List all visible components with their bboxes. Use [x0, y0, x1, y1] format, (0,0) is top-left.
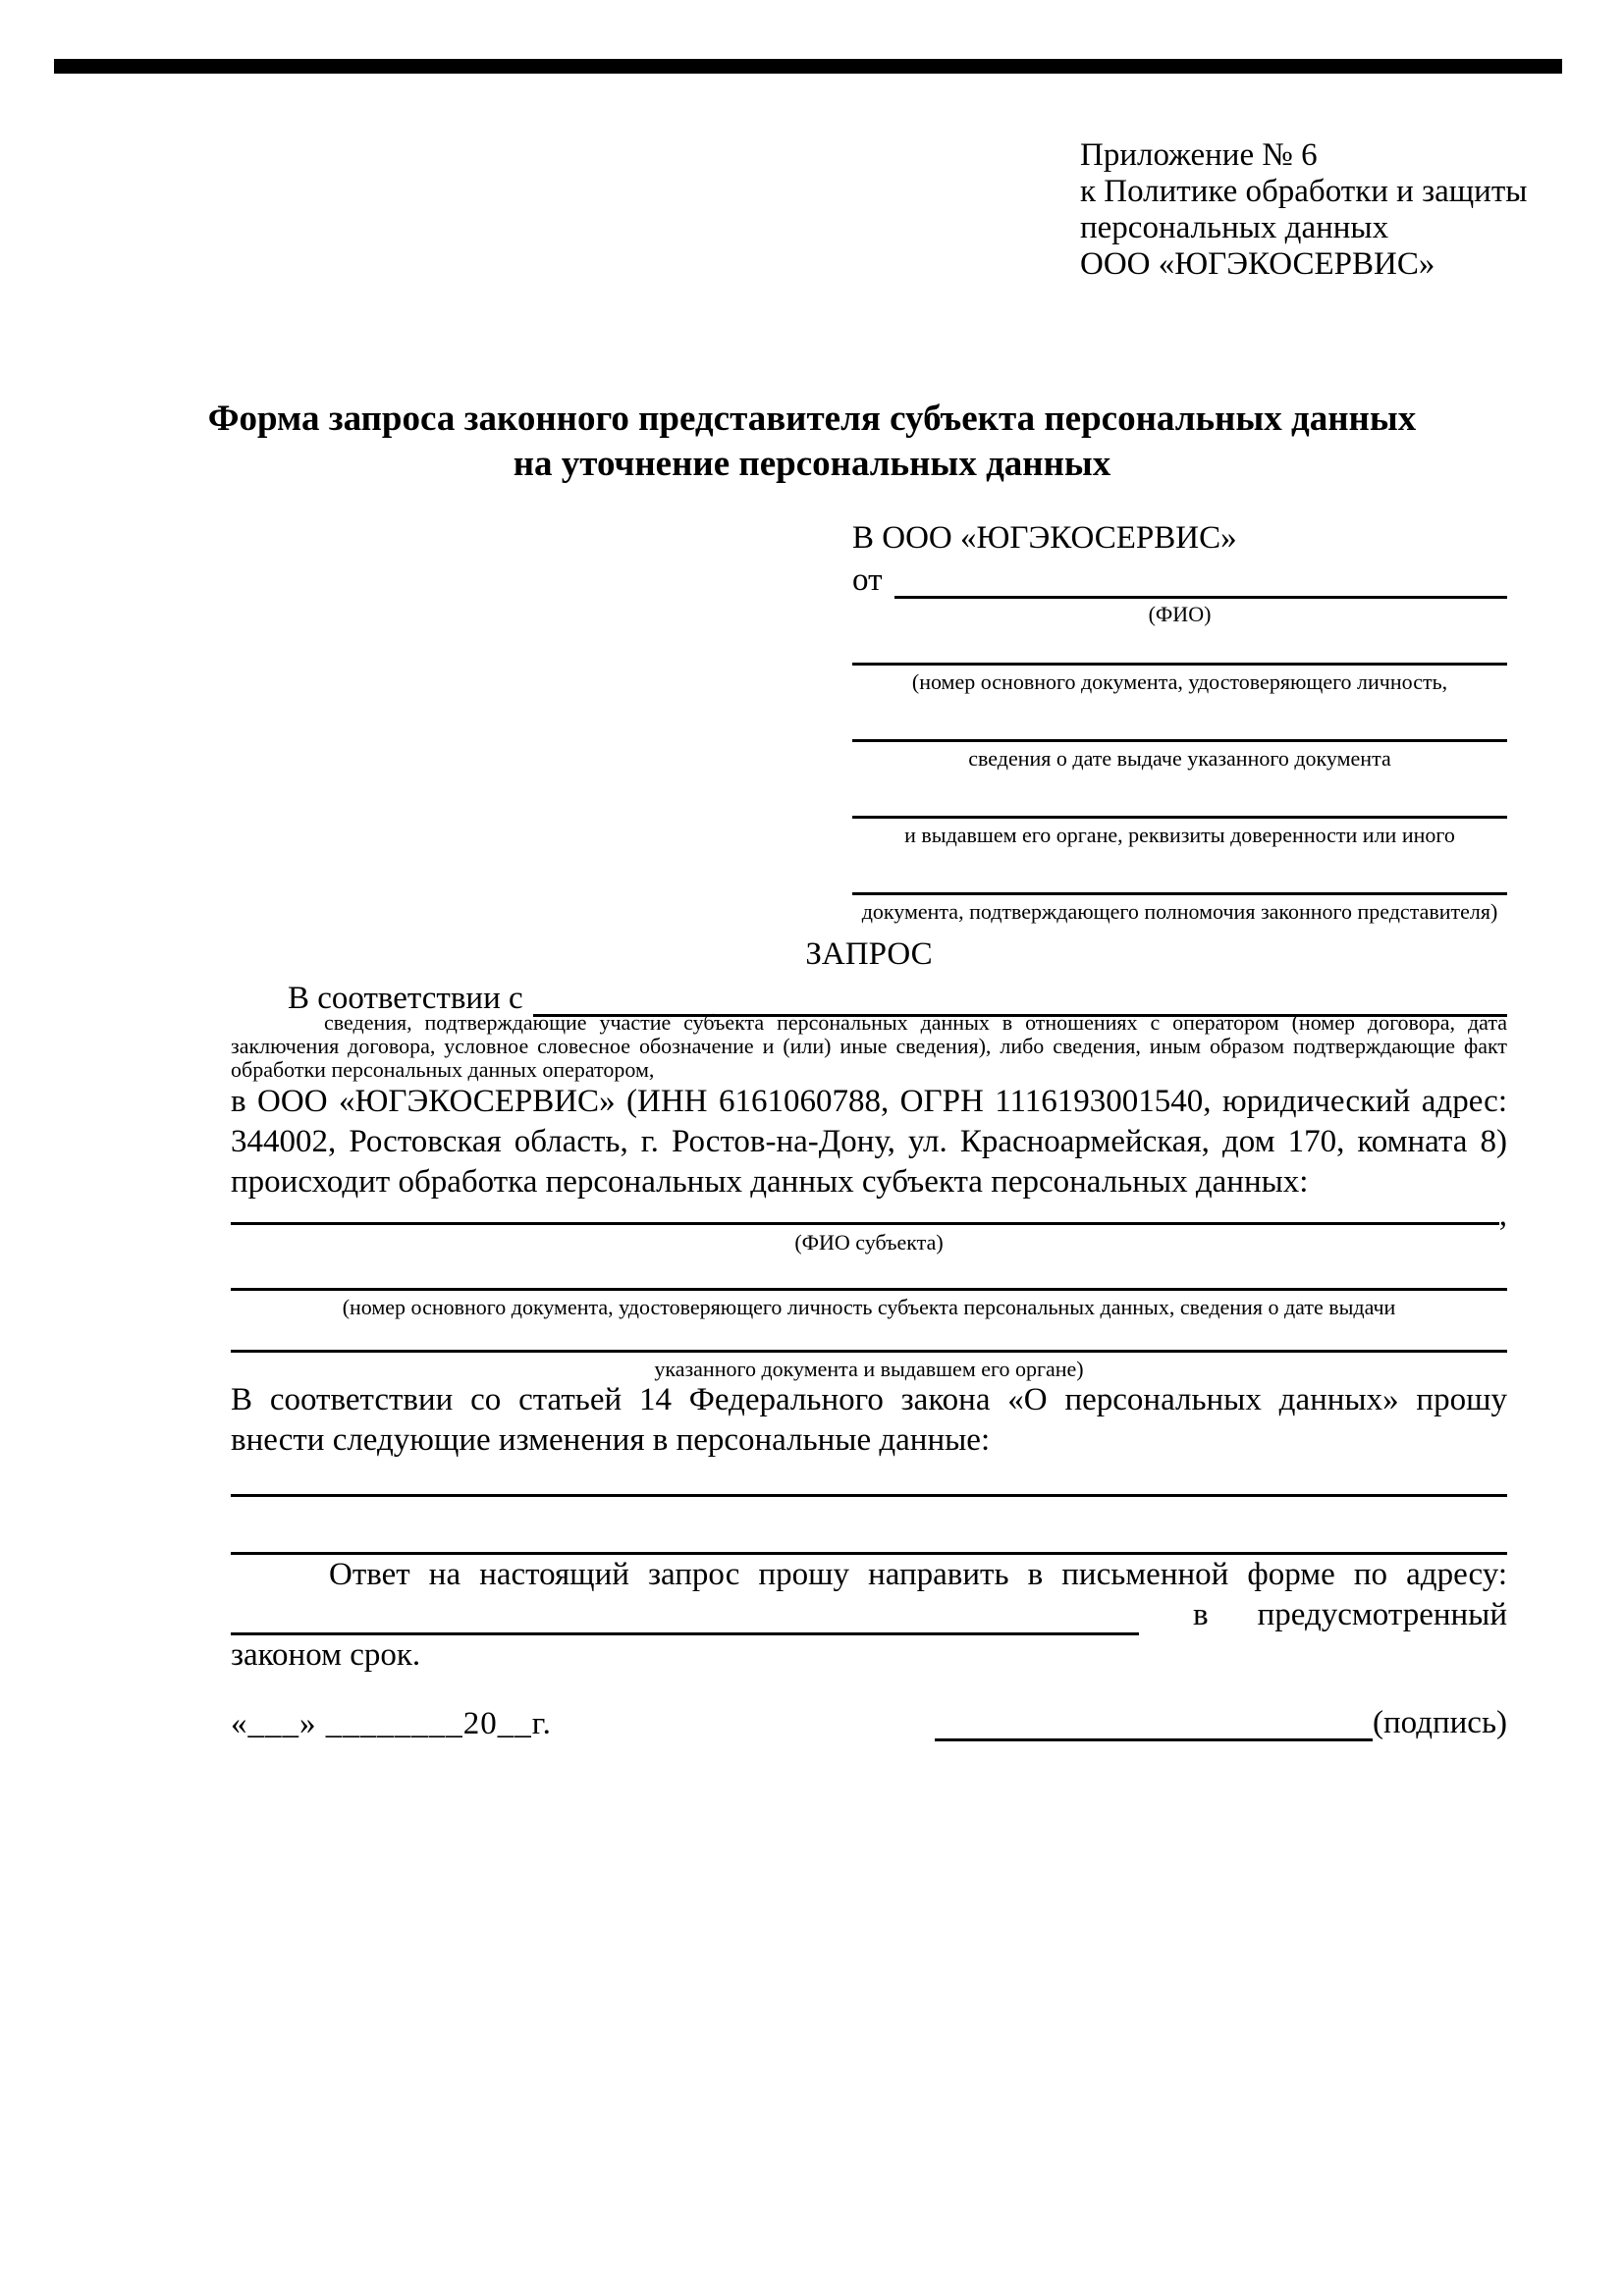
- form-title-line2: на уточнение персональных данных: [513, 444, 1111, 484]
- operator-line2: 344002, Ростовская область, г. Ростов-на-Дону, ул. Красноармейская, дом 170, комната 8): [231, 1124, 1507, 1159]
- answer-address-row: [231, 1595, 1507, 1635]
- subject-fio-blank-field: [231, 1222, 1499, 1225]
- appendix-company: ООО «ЮГЭКОСЕРВИС»: [1080, 246, 1435, 282]
- form-title-line1: Форма запроса законного представителя субъекта персональных данных: [207, 399, 1417, 439]
- from-blank-field: [894, 596, 1508, 599]
- answer-line3: законом срок.: [231, 1637, 421, 1673]
- explanation-line1: сведения, подтверждающие участие субъекта персональных данных в отношениях с оператором (номер договора, дата: [324, 1011, 1507, 1035]
- signature-row: [935, 1702, 1507, 1741]
- subject-doc-blank-field: (номер основного документа, удостоверяющего личность субъекта персональных данных, сведения о дате выдачи: [231, 1288, 1507, 1319]
- appendix-number: Приложение № 6: [1080, 137, 1318, 173]
- blank-field-issuer: и выдавшем его органе, реквизиты доверенности или иного: [852, 816, 1507, 847]
- top-scan-bar: [54, 59, 1562, 74]
- appendix-policy-line: к Политике обработки и защиты: [1080, 174, 1528, 209]
- appendix-header: [1080, 137, 1527, 283]
- addressee-company: В ООО «ЮГЭКОСЕРВИС»: [852, 520, 1237, 556]
- article-line2: внести следующие изменения в персональные данные:: [231, 1422, 991, 1458]
- subject-fio-row: [231, 1188, 1507, 1233]
- answer-line1: Ответ на настоящий запрос прошу направить в письменной форме по адресу:: [329, 1557, 1507, 1592]
- blank-field-authority-doc: документа, подтверждающего полномочия законного представителя): [852, 892, 1507, 924]
- address-blank-field: [231, 1595, 1139, 1635]
- answer-paragraph: [231, 1555, 1507, 1676]
- date-blank-line: «___» ________20__г.: [231, 1706, 552, 1741]
- from-row: [852, 560, 1507, 599]
- answer-in-word: в: [1193, 1597, 1209, 1632]
- explanation-note: [231, 1011, 1507, 1082]
- answer-prescribed-word: предусмотренный: [1257, 1597, 1507, 1632]
- article-line1: В соответствии со статьей 14 Федерального закона «О персональных данных» прошу: [231, 1382, 1507, 1417]
- from-label: от: [852, 562, 883, 598]
- form-title: [174, 397, 1450, 487]
- fio-caption: (ФИО): [1148, 602, 1212, 626]
- operator-paragraph: [231, 1082, 1507, 1202]
- operator-line3: происходит обработка персональных данных субъекта персональных данных:: [231, 1164, 1309, 1200]
- article-paragraph: [231, 1380, 1507, 1461]
- subject-fio-caption: (ФИО субъекта): [794, 1230, 944, 1255]
- explanation-line3: обработки персональных данных оператором,: [231, 1057, 655, 1082]
- appendix-policy-line2: персональных данных: [1080, 210, 1389, 245]
- blank-field-issue-date: сведения о дате выдаче указанного документа: [852, 739, 1507, 771]
- request-heading: ЗАПРОС: [805, 936, 933, 972]
- subject-doc-blank-field2: указанного документа и выдавшем его органе): [231, 1350, 1507, 1381]
- blank-field-doc-number: (номер основного документа, удостоверяющего личность,: [852, 663, 1507, 694]
- signature-caption: (подпись): [1373, 1705, 1507, 1740]
- opening-text: В соответствии с: [288, 981, 523, 1016]
- changes-blank-field-1: [231, 1494, 1507, 1497]
- signature-blank-field: [935, 1738, 1373, 1741]
- operator-line1: в ООО «ЮГЭКОСЕРВИС» (ИНН 6161060788, ОГРН 1116193001540, юридический адрес:: [231, 1084, 1507, 1119]
- explanation-line2: заключения договора, условное словесное обозначение и (или) иные сведения), либо сведения, иным образом подтверждающие факт: [231, 1035, 1507, 1058]
- subject-fio-comma: ,: [1498, 1198, 1507, 1233]
